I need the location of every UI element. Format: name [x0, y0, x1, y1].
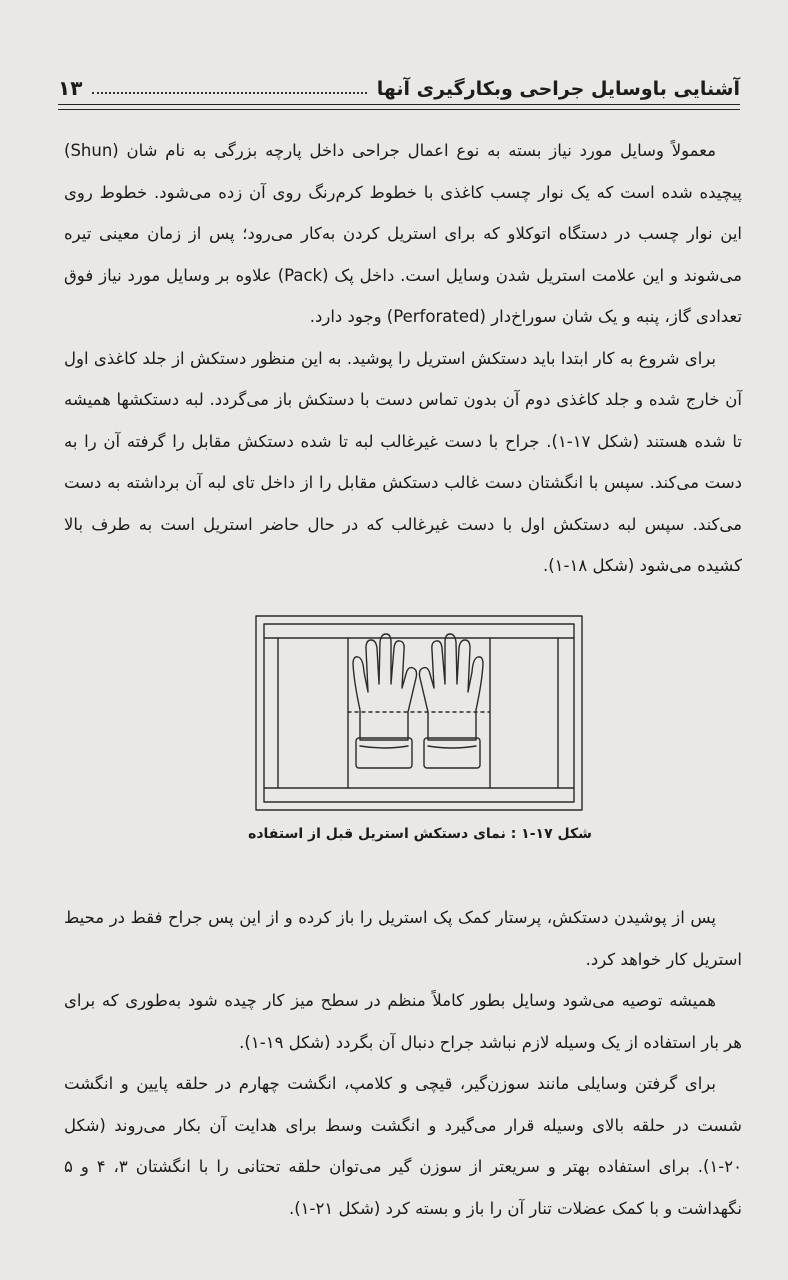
glove-wrapper-outer [256, 616, 582, 810]
header-leader-dots [92, 92, 366, 94]
header-rule-thin [58, 109, 740, 110]
page-number: ۱۳ [58, 76, 83, 100]
header-title: آشنایی باوسایل جراحی وبکارگیری آنها [376, 78, 740, 100]
paragraph: برای گرفتن وسایلی مانند سوزن‌گیر، قیچی و کلامپ، انگشت چهارم در حلقه پایین و انگشت شست در حلقه بالای وسیله قرار می‌گیرد و انگشت وسط برای هدایت آن بکار می‌روند (شکل ۲۰-۱). برای استفاده بهتر و سریعتر از سوزن گیر می‌توان حلقه تحتانی را با انگشتان ۳، ۴ و ۵ نگهداشت و با کمک عضلات تنار آن را باز و بسته کرد (شکل ۲۱-۱). [64, 1074, 742, 1218]
text-block-top [64, 130, 742, 587]
running-header [58, 60, 740, 100]
sterile-gloves-illustration [250, 612, 588, 816]
text-block-bottom [64, 897, 742, 1229]
paragraph: برای شروع به کار ابتدا باید دستکش استریل را پوشید. به این منظور دستکش از جلد کاغذی اول آن خارج شده و جلد کاغذی دوم آن بدون تماس دست با دستکش باز می‌گردد. لبه دستکشها همیشه تا شده هستند (شکل ۱۷-۱). جراح با دست غیرغالب لبه تا شده دستکش مقابل را گرفته آن را به دست می‌کند. سپس با انگشتان دست غالب دستکش مقابل را از داخل تای لبه آن برداشته به دست می‌کند. سپس لبه دستکش اول با دست غیرغالب که در حال حاضر استریل است به طرف بالا کشیده می‌شود (شکل ۱۸-۱). [64, 348, 742, 575]
figure-caption: شکل ۱۷-۱ : نمای دستکش استریل قبل از استفاده [248, 826, 592, 842]
paragraph: معمولاً وسایل مورد نیاز بسته به نوع اعمال جراحی داخل پارچه بزرگی به نام شان (Shun) پیچیده شده است که یک نوار چسب کاغذی با خطوط کرم‌رنگ روی آن زده می‌شود. خطوط روی این نوار چسب در دستگاه اتوکلاو که برای استریل کردن به‌کار می‌رود؛ پس از زمان معینی تیره می‌شوند و این علامت استریل شدن وسایل است. داخل پک (Pack) علاوه بر وسایل مورد نیاز فوق تعدادی گاز، پنبه و یک شان سوراخ‌دار (Perforated) وجود دارد. [64, 141, 742, 326]
left-glove [353, 634, 417, 768]
paragraph: پس از پوشیدن دستکش، پرستار کمک پک استریل را باز کرده و از این پس جراح فقط در محیط استریل کار خواهد کرد. [64, 908, 742, 969]
right-glove [419, 634, 483, 768]
header-rule [58, 104, 740, 105]
paragraph: همیشه توصیه می‌شود وسایل بطور کاملاً منظم در سطح میز کار چیده شود به‌طوری که برای هر بار استفاده از یک وسیله لازم نباشد جراح دنبال آن بگردد (شکل ۱۹-۱). [64, 991, 742, 1052]
glove-wrapper-inner [264, 624, 574, 802]
